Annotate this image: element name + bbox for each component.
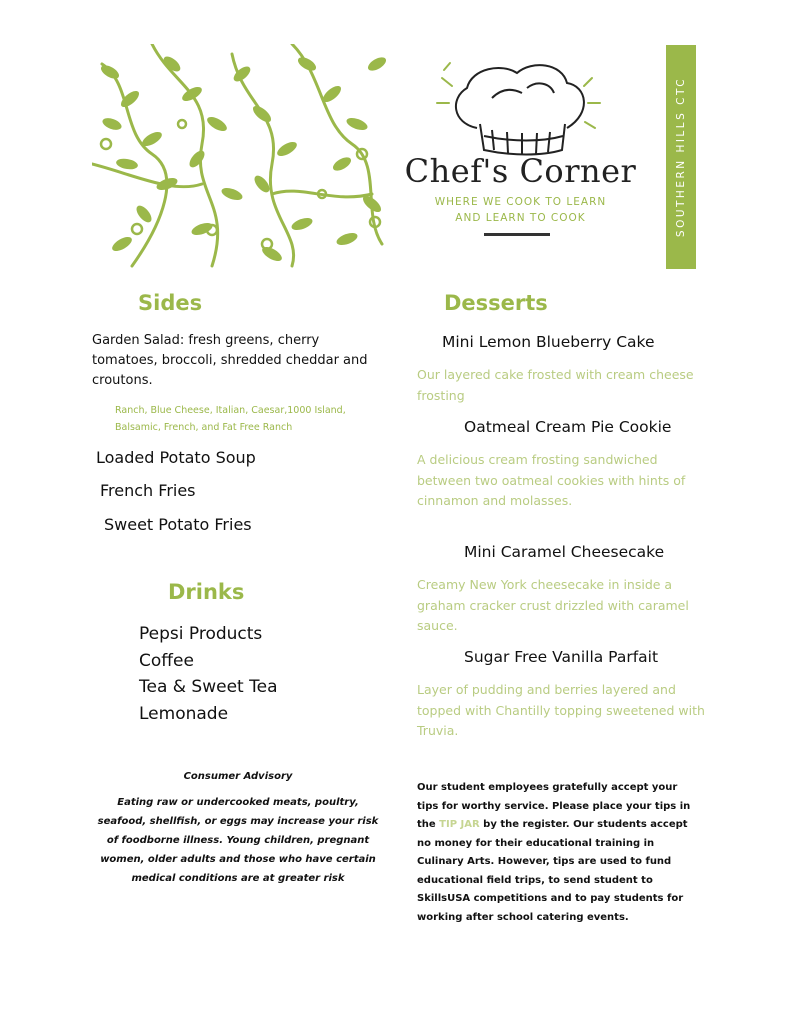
- drink-item: Pepsi Products: [139, 624, 263, 644]
- desserts-heading: Desserts: [444, 291, 548, 315]
- side-banner-text: SOUTHERN HILLS CTC: [675, 76, 687, 238]
- dessert-name: Oatmeal Cream Pie Cookie: [464, 418, 672, 436]
- page-title: Chef's Corner: [404, 152, 637, 190]
- drink-item: Tea & Sweet Tea: [139, 677, 278, 697]
- sides-heading: Sides: [138, 291, 203, 315]
- sides-item: French Fries: [100, 481, 196, 500]
- consumer-advisory-title: Consumer Advisory: [183, 771, 293, 782]
- dessert-description: Creamy New York cheesecake in inside a graham cracker crust drizzled with caramel sauce.: [417, 577, 689, 633]
- chef-hat-icon: [432, 58, 607, 158]
- tips-notice-part2: by the register. Our students accept no money for their educational training in Culinary Arts. However, tips are used to fund educational field trips, to send student to SkillsUSA competitions and to pay students for working after school catering events.: [417, 819, 688, 923]
- dessert-name: Mini Caramel Cheesecake: [464, 543, 665, 561]
- garden-salad-description: Garden Salad: fresh greens, cherry tomatoes, broccoli, shredded cheddar and croutons.: [92, 333, 368, 388]
- consumer-advisory-text: Eating raw or undercooked meats, poultry, seafood, shellfish, or eggs may increase your risk of foodborne illness. Young children, pregnant women, older adults and those who have certain medical conditions are at greater risk: [97, 797, 379, 884]
- dessert-description: Our layered cake frosted with cream cheese frosting: [417, 367, 694, 403]
- title-underline: [484, 233, 550, 236]
- vine-leaves-decoration: [92, 44, 387, 270]
- drink-item: Coffee: [139, 650, 194, 671]
- drinks-heading: Drinks: [168, 580, 245, 604]
- drink-item: Lemonade: [139, 703, 229, 724]
- dessert-name: Mini Lemon Blueberry Cake: [442, 333, 655, 351]
- dessert-description: Layer of pudding and berries layered and topped with Chantilly topping sweetened with Truvia.: [417, 682, 705, 738]
- dessert-name: Sugar Free Vanilla Parfait: [464, 648, 659, 666]
- tips-notice-part1: Our student employees gratefully accept your tips for worthy service. Please place your tips in the: [417, 782, 691, 830]
- tagline-line-1: WHERE WE COOK TO LEARN: [434, 196, 607, 208]
- tagline: [398, 194, 643, 226]
- tagline-line-2: AND LEARN TO COOK: [455, 212, 586, 224]
- tips-notice: [417, 779, 702, 927]
- tip-jar-label: TIP JAR: [439, 819, 480, 830]
- dessert-description: A delicious cream frosting sandwiched between two oatmeal cookies with hints of cinnamon and molasses.: [417, 452, 686, 508]
- sides-item: Loaded Potato Soup: [96, 448, 256, 467]
- dressing-options: Ranch, Blue Cheese, Italian, Caesar,1000 Island, Balsamic, French, and Fat Free Ranch: [115, 405, 346, 433]
- side-banner: [666, 45, 696, 269]
- drinks-list: [139, 621, 278, 727]
- sides-item: Sweet Potato Fries: [104, 515, 252, 534]
